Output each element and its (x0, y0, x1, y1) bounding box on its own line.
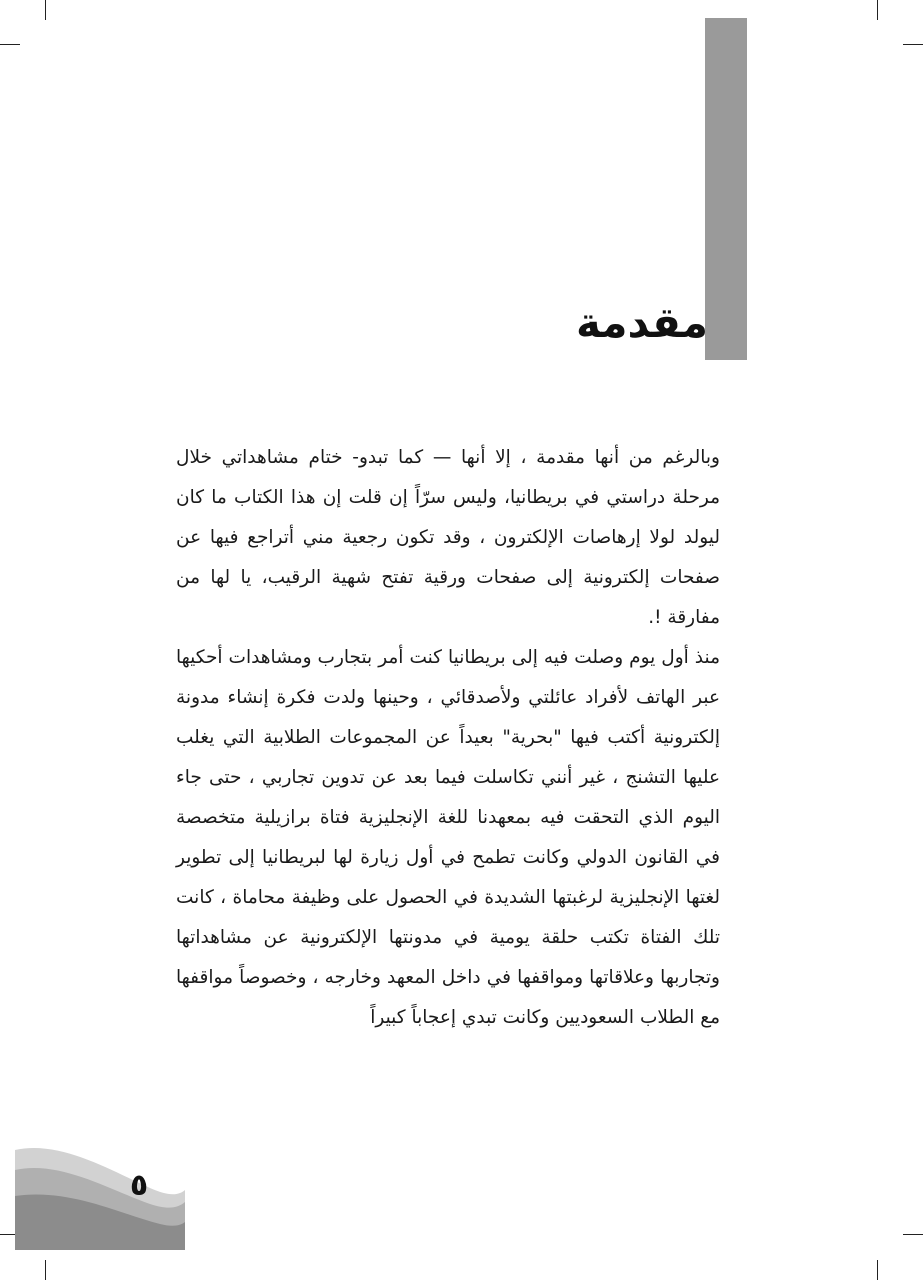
crop-mark (877, 0, 878, 20)
paragraph: منذ أول يوم وصلت فيه إلى بريطانيا كنت أمر بتجارب ومشاهدات أحكيها عبر الهاتف لأفراد عائلتي ولأصدقائي ، وحينها ولدت فكرة إنشاء مدونة إلكترونية أكتب فيها "بحرية" بعيداً عن المجموعات الطلابية التي يغلب عليها التشنج ، غير أنني تكاسلت فيما بعد عن تدوين تجاربي ، حتى جاء اليوم الذي التحقت فيه بمعهدنا للغة الإنجليزية فتاة برازيلية متخصصة في القانون الدولي وكانت تطمح في أول زيارة لها لبريطانيا إلى تطوير لغتها الإنجليزية لرغبتها الشديدة في الحصول على وظيفة محاماة ، كانت تلك الفتاة تكتب حلقة يومية في مدونتها الإلكترونية عن مشاهداتها وتجاربها وعلاقاتها ومواقفها في داخل المعهد وخارجه ، وخصوصاً مواقفها مع الطلاب السعوديين وكانت تبدي إعجاباً كبيراً (176, 647, 720, 1028)
paragraph: وبالرغم من أنها مقدمة ، إلا أنها — كما تبدو- ختام مشاهداتي خلال مرحلة دراستي في بريطانيا، وليس سرّاً إن قلت إن هذا الكتاب ما كان ليولد لولا إرهاصات الإلكترون ، وقد تكون رجعية مني أتراجع فيها عن صفحات إلكترونية إلى صفحات ورقية تفتح شهية الرقيب، يا لها من مفارقة !. (176, 447, 720, 628)
page-number: ٥ (129, 1168, 149, 1203)
chapter-side-bar (705, 18, 747, 360)
crop-mark (903, 44, 923, 45)
crop-mark (45, 1260, 46, 1280)
body-text (176, 438, 748, 1038)
crop-mark (45, 0, 46, 20)
crop-mark (877, 1260, 878, 1280)
crop-mark (903, 1234, 923, 1235)
crop-mark (0, 44, 20, 45)
chapter-title: مقدمة (576, 298, 708, 347)
corner-wave-decoration (0, 1140, 185, 1250)
